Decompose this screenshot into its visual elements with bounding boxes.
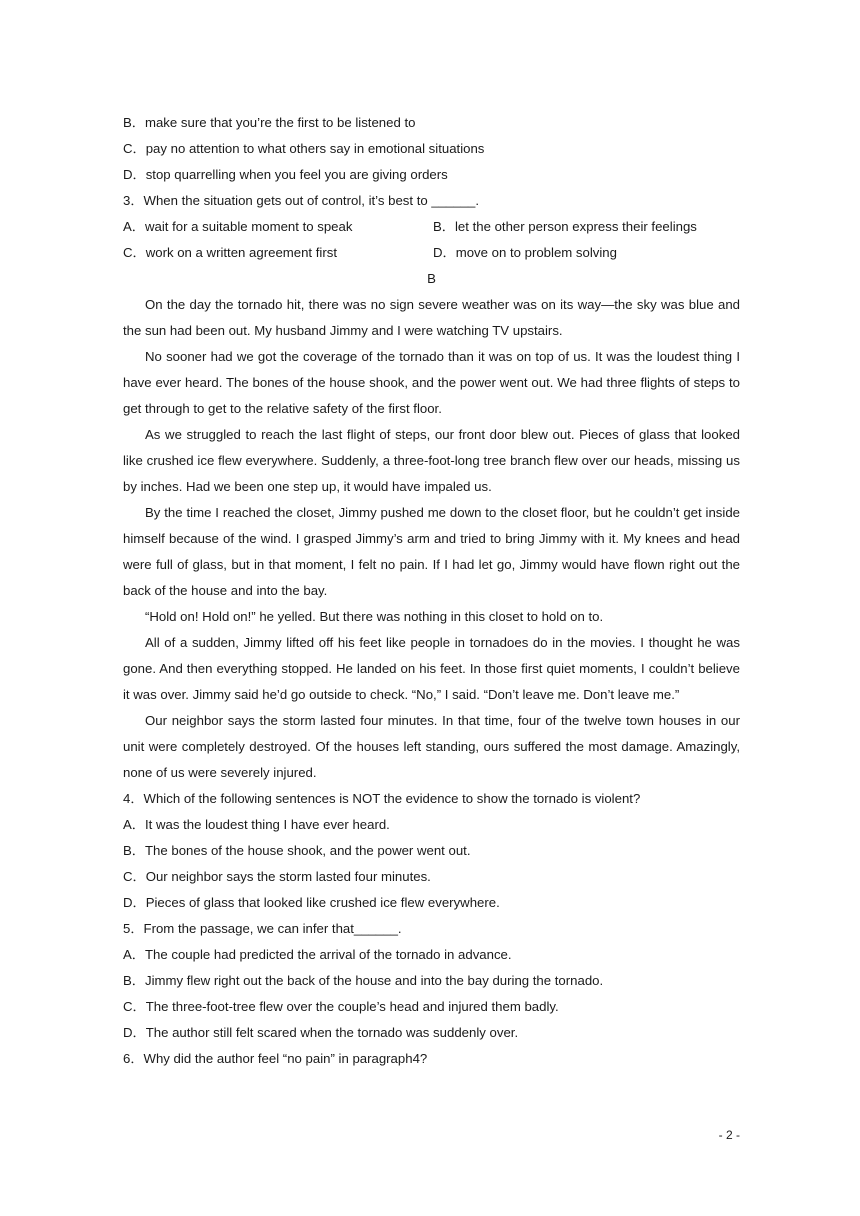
q3-option-c: C．work on a written agreement first [123, 245, 338, 260]
passage-paragraph-3: As we struggled to reach the last flight of steps, our front door blew out. Pieces of glass that looked like crushed ice flew everywhere. Suddenly, a three-foot-long tree branch flew over our heads, missing us by inches. Had we been one step up, it would have impaled us. [123, 427, 740, 494]
q3-option-a: A．wait for a suitable moment to speak [123, 219, 353, 234]
q2-option-b: B．make sure that you’re the first to be listened to [123, 115, 416, 130]
passage-paragraph-2: No sooner had we got the coverage of the tornado than it was on top of us. It was the loudest thing I have ever heard. The bones of the house shook, and the power went out. We had three flights of steps to get through to get to the relative safety of the first floor. [123, 349, 740, 416]
q2-option-c: C．pay no attention to what others say in emotional situations [123, 141, 485, 156]
passage-paragraph-6: All of a sudden, Jimmy lifted off his feet like people in tornadoes do in the movies. I thought he was gone. And then everything stopped. He landed on his feet. In those first quiet moments, I couldn’t believe it was over. Jimmy said he’d go outside to check. “No,” I said. “Don’t leave me. Don’t leave me.” [123, 635, 740, 702]
q5-option-a: A．The couple had predicted the arrival of the tornado in advance. [123, 947, 512, 962]
q3-stem: 3．When the situation gets out of control, it’s best to ______. [123, 193, 480, 208]
q3-options-row-2 [123, 240, 740, 266]
q4-option-b: B．The bones of the house shook, and the power went out. [123, 843, 471, 858]
passage-paragraph-1: On the day the tornado hit, there was no sign severe weather was on its way—the sky was blue and the sun had been out. My husband Jimmy and I were watching TV upstairs. [123, 297, 740, 338]
q4-option-c: C．Our neighbor says the storm lasted four minutes. [123, 869, 431, 884]
section-label: B [427, 271, 436, 286]
passage-paragraph-7: Our neighbor says the storm lasted four minutes. In that time, four of the twelve town houses in our unit were completely destroyed. Of the houses left standing, ours suffered the most damage. Amazingly, none of us were severely injured. [123, 713, 740, 780]
q2-option-d: D．stop quarrelling when you feel you are giving orders [123, 167, 448, 182]
q5-option-d: D．The author still felt scared when the tornado was suddenly over. [123, 1025, 519, 1040]
q5-option-b: B．Jimmy flew right out the back of the house and into the bay during the tornado. [123, 973, 604, 988]
page-number: - 2 - [718, 1128, 740, 1142]
q5-option-c: C．The three-foot-tree flew over the couple’s head and injured them badly. [123, 999, 559, 1014]
q3-option-d: D．move on to problem solving [433, 245, 617, 260]
q3-options-row-1 [123, 214, 740, 240]
passage-paragraph-5: “Hold on! Hold on!” he yelled. But there was nothing in this closet to hold on to. [145, 609, 604, 624]
page-content [123, 110, 740, 1072]
q4-option-a: A．It was the loudest thing I have ever heard. [123, 817, 390, 832]
q5-stem: 5．From the passage, we can infer that______. [123, 921, 402, 936]
passage-paragraph-4: By the time I reached the closet, Jimmy pushed me down to the closet floor, but he couldn’t get inside himself because of the wind. I grasped Jimmy’s arm and tried to bring Jimmy with it. My knees and head were full of glass, but in that moment, I felt no pain. If I had let go, Jimmy would have flown right out the back of the house and into the bay. [123, 505, 740, 598]
q6-stem: 6．Why did the author feel “no pain” in paragraph4? [123, 1051, 428, 1066]
q4-option-d: D．Pieces of glass that looked like crushed ice flew everywhere. [123, 895, 500, 910]
q3-option-b: B．let the other person express their feelings [433, 219, 697, 234]
q4-stem: 4．Which of the following sentences is NOT the evidence to show the tornado is violent? [123, 791, 641, 806]
